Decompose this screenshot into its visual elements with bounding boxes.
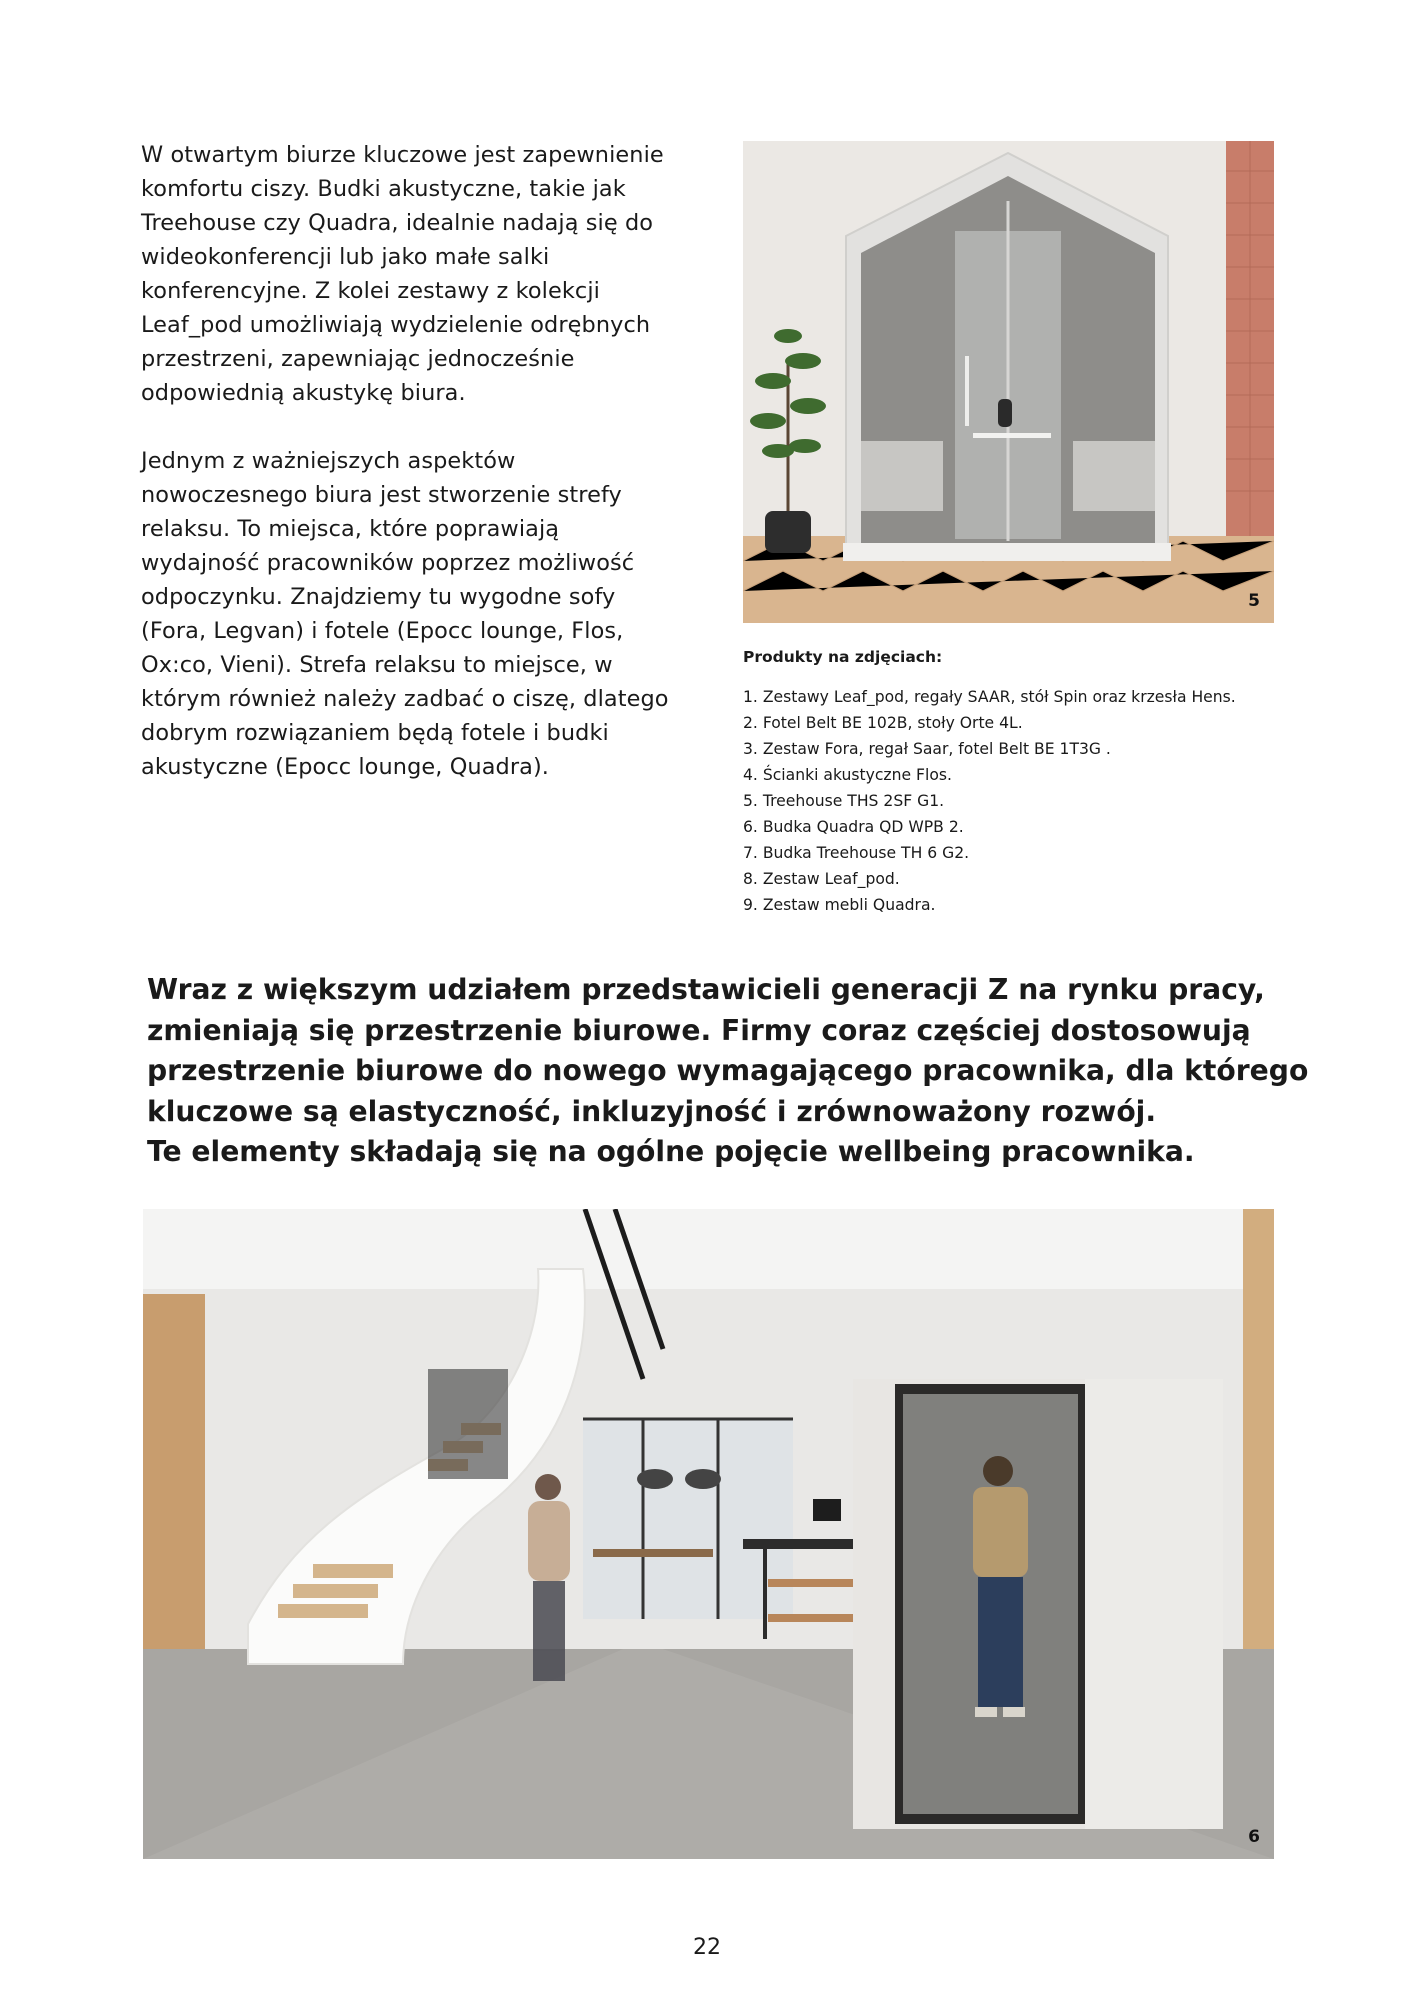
headline-line: Wraz z większym udziałem przedstawicieli generacji Z na rynku pracy, [147, 973, 1265, 1006]
headline-line: Te elementy składają się na ogólne pojęcie wellbeing pracownika. [147, 1135, 1195, 1168]
headline-line: kluczowe są elastyczność, inkluzyjność i zrównoważony rozwój. [147, 1094, 1157, 1128]
page-number: 22 [693, 1935, 721, 1960]
product-item: 3. Zestaw Fora, regał Saar, fotel Belt BE 1T3G . [743, 740, 1111, 758]
photo-number-5: 5 [1248, 591, 1260, 611]
product-item: 5. Treehouse THS 2SF G1. [743, 792, 945, 810]
product-item: 8. Zestaw Leaf_pod. [743, 870, 900, 888]
treehouse-booth-illustration [743, 141, 1274, 623]
products-list-section [743, 648, 1303, 918]
products-title: Produkty na zdjęciach: [743, 648, 943, 666]
product-item: 6. Budka Quadra QD WPB 2. [743, 818, 964, 836]
photo-number-6: 6 [1248, 1827, 1260, 1847]
headline-line: przestrzenie biurowe do nowego wymagającego pracownika, dla którego [147, 1054, 1309, 1087]
product-item: 2. Fotel Belt BE 102B, stoły Orte 4L. [743, 714, 1023, 732]
products-list [743, 684, 1303, 918]
headline [147, 970, 1309, 1173]
product-item: 9. Zestaw mebli Quadra. [743, 896, 936, 914]
body-paragraph-1: W otwartym biurze kluczowe jest zapewnienie komfortu ciszy. Budki akustyczne, takie jak Treehouse czy Quadra, idealnie nadają się do wideokonferencji lub jako małe salki konferencyjne. Z kolei zestawy z kolekcji Leaf_pod umożliwiają wydzielenie odrębnych przestrzeni, zapewniając jednocześnie odpowiednią akustykę biura. [141, 142, 664, 406]
product-item: 7. Budka Treehouse TH 6 G2. [743, 844, 970, 862]
product-item: 1. Zestawy Leaf_pod, regały SAAR, stół Spin oraz krzesła Hens. [743, 688, 1236, 706]
product-item: 4. Ścianki akustyczne Flos. [743, 766, 952, 784]
photo-treehouse-booth [743, 141, 1274, 623]
office-interior-illustration [143, 1209, 1274, 1859]
body-text-column [141, 138, 681, 818]
headline-line: zmieniają się przestrzenie biurowe. Firmy coraz częściej dostosowują [147, 1013, 1251, 1047]
body-paragraph-2: Jednym z ważniejszych aspektów nowoczesnego biura jest stworzenie strefy relaksu. To miejsca, które poprawiają wydajność pracowników poprzez możliwość odpoczynku. Znajdziemy tu wygodne sofy (Fora, Legvan) i fotele (Epocc lounge, Flos, Ox:co, Vieni). Strefa relaksu to miejsce, w którym również należy zadbać o ciszę, dlatego dobrym rozwiązaniem będą fotele i budki akustyczne (Epocc lounge, Quadra). [141, 448, 669, 780]
photo-office-interior [143, 1209, 1274, 1859]
